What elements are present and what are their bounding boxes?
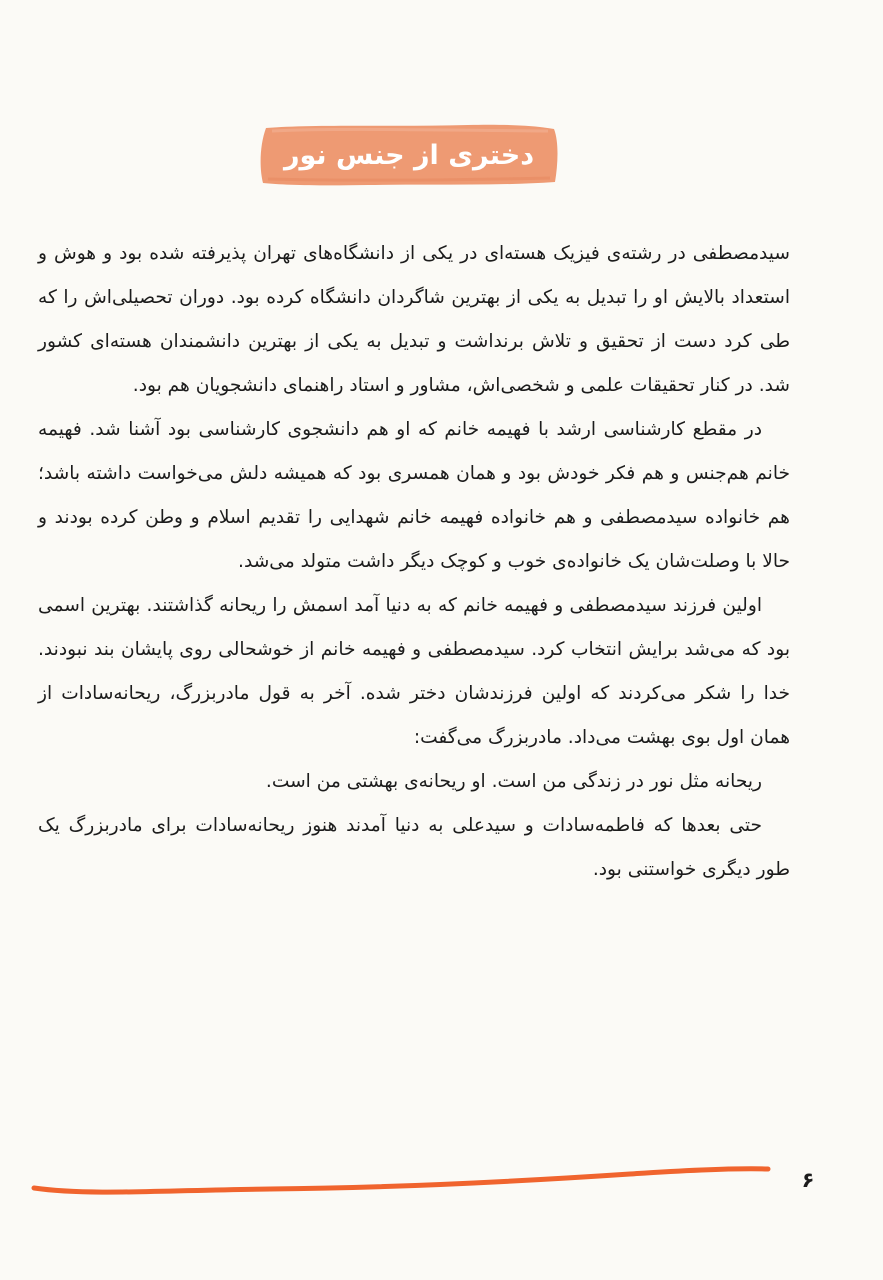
page-number: ۶	[801, 1168, 815, 1192]
body-text	[38, 232, 790, 892]
paragraph-5: حتی بعدها که فاطمه‌سادات و سیدعلی به دنیا آمدند هنوز ریحانه‌سادات برای مادربزرگ یک طور دیگری خواستنی بود.	[38, 815, 790, 880]
chapter-title-banner	[258, 122, 560, 188]
paragraph-2: در مقطع کارشناسی ارشد با فهیمه خانم که او هم دانشجوی کارشناسی بود آشنا شد. فهیمه خانم هم‌جنس و هم فکر خودش بود و همان همسری بود که همیشه دلش می‌خواست داشته باشد؛ هم خانواده سیدمصطفی و هم خانواده فهیمه خانم شهدایی را تقدیم اسلام و وطن کرده بودند و حالا با وصلت‌شان یک خانواده‌ی خوب و کوچک دیگر داشت متولد می‌شد.	[38, 419, 790, 572]
paragraph-3: اولین فرزند سیدمصطفی و فهیمه خانم که به دنیا آمد اسمش را ریحانه گذاشتند. بهترین اسمی بود که می‌شد برایش انتخاب کرد. سیدمصطفی و فهیمه خانم از خوشحالی روی پایشان بند نبودند. خدا را شکر می‌کردند که اولین فرزندشان دختر شده. آخر به قول مادربزرگ، ریحانه‌سادات از همان اول بوی بهشت می‌داد. مادربزرگ می‌گفت:	[38, 595, 790, 748]
quote-paragraph: ریحانه مثل نور در زندگی من است. او ریحانه‌ی بهشتی من است.	[265, 771, 762, 792]
orange-brush-divider	[30, 1160, 775, 1200]
paragraph-1: سیدمصطفی در رشته‌ی فیزیک هسته‌ای در یکی از دانشگاه‌های تهران پذیرفته شده بود و هوش و استعداد بالایش او را تبدیل به یکی از بهترین شاگردان دانشگاه کرده بود. دوران تحصیلی‌اش را که طی کرد دست از تحقیق و تلاش برنداشت و تبدیل به یکی از بهترین دانشمندان هسته‌ای کشور شد. در کنار تحقیقات علمی و شخصی‌اش، مشاور و استاد راهنمای دانشجویان هم بود.	[38, 243, 790, 396]
chapter-title: دختری از جنس نور	[283, 139, 535, 171]
